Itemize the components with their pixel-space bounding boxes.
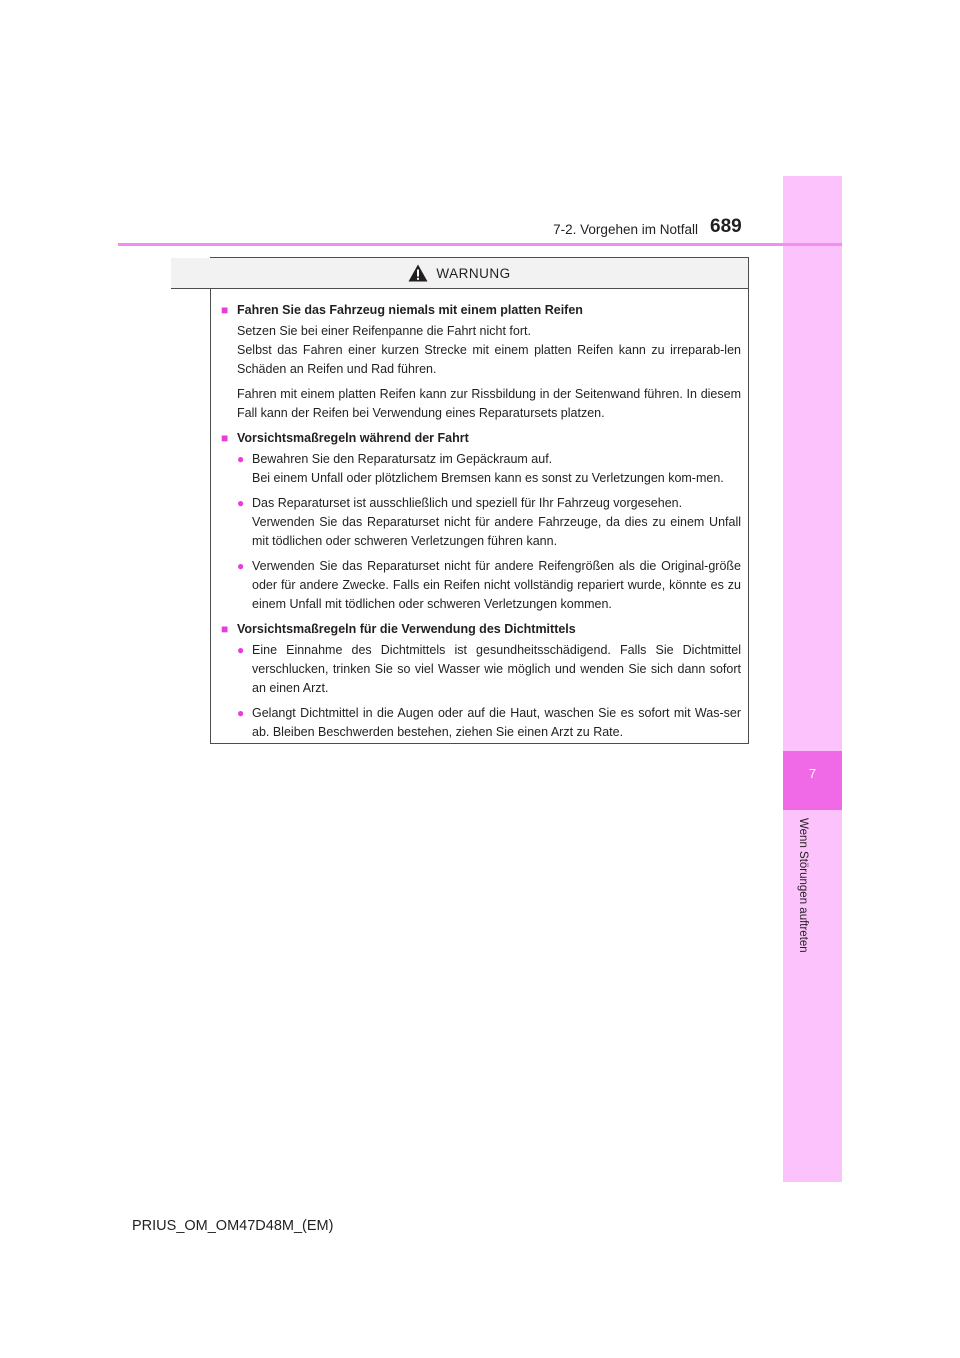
section-heading: ■ Vorsichtsmaßregeln während der Fahrt [221, 429, 741, 448]
bullet-item: ● Gelangt Dichtmittel in die Augen oder auf die Haut, waschen Sie es sofort mit Was-ser ab. Bleiben Beschwerden bestehen, ziehen Sie einen Arzt zu Rate. [237, 704, 741, 742]
document-code: PRIUS_OM_OM47D48M_(EM) [132, 1218, 334, 1234]
paragraph: Setzen Sie bei einer Reifenpanne die Fahrt nicht fort. Selbst das Fahren einer kurzen Strecke mit einem platten Reifen kann zu irreparab-len Schäden an Reifen und Rad führen. [237, 324, 741, 376]
warning-title: WARNUNG [436, 265, 511, 281]
warning-box [210, 257, 749, 744]
section-heading: ■ Fahren Sie das Fahrzeug niemals mit einem platten Reifen [221, 301, 741, 320]
circle-bullet-icon: ● [237, 706, 245, 720]
circle-bullet-icon: ● [237, 643, 245, 657]
warning-body [211, 289, 748, 742]
chapter-side-tab [783, 176, 842, 1182]
section-heading: ■ Vorsichtsmaßregeln für die Verwendung des Dichtmittels [221, 620, 741, 639]
header-rule [118, 243, 842, 246]
bullet-item: ● Eine Einnahme des Dichtmittels ist gesundheitsschädigend. Falls Sie Dichtmittel verschlucken, trinken Sie so viel Wasser wie möglich und wenden Sie sich dann sofort an einen Arzt. [237, 641, 741, 698]
warning-triangle-icon [408, 264, 428, 282]
bullet-item: ● Verwenden Sie das Reparaturset nicht für andere Reifengrößen als die Original-größe oder für andere Zwecke. Falls ein Reifen nicht vollständig repariert wurde, könnte es zu einem Unfall mit tödlichen oder schweren Verletzungen kommen. [237, 557, 741, 614]
header-section-title: 7-2. Vorgehen im Notfall [553, 222, 698, 237]
paragraph: Fahren mit einem platten Reifen kann zur Rissbildung in der Seitenwand führen. In diesem Fall kann der Reifen bei Verwendung eines Reparatursets platzen. [237, 387, 741, 420]
bullet-item: ● Bewahren Sie den Reparatursatz im Gepäckraum auf. Bei einem Unfall oder plötzlichem Bremsen kann es sonst zu Verletzungen kom-men. [237, 450, 741, 488]
circle-bullet-icon: ● [237, 559, 245, 573]
bullet-item: ● Das Reparaturset ist ausschließlich und speziell für Ihr Fahrzeug vorgesehen. Verwenden Sie das Reparaturset nicht für andere Fahrzeuge, da dies zu einem Unfall mit tödlichen oder schweren Verletzungen führen kann. [237, 494, 741, 551]
warning-header [171, 258, 748, 289]
chapter-number: 7 [808, 766, 817, 781]
page-number: 689 [710, 216, 742, 237]
chapter-label: Wenn Störungen auftreten [797, 818, 809, 953]
circle-bullet-icon: ● [237, 496, 245, 510]
circle-bullet-icon: ● [237, 452, 245, 466]
square-bullet-icon: ■ [221, 303, 229, 317]
square-bullet-icon: ■ [221, 431, 229, 445]
square-bullet-icon: ■ [221, 622, 229, 636]
